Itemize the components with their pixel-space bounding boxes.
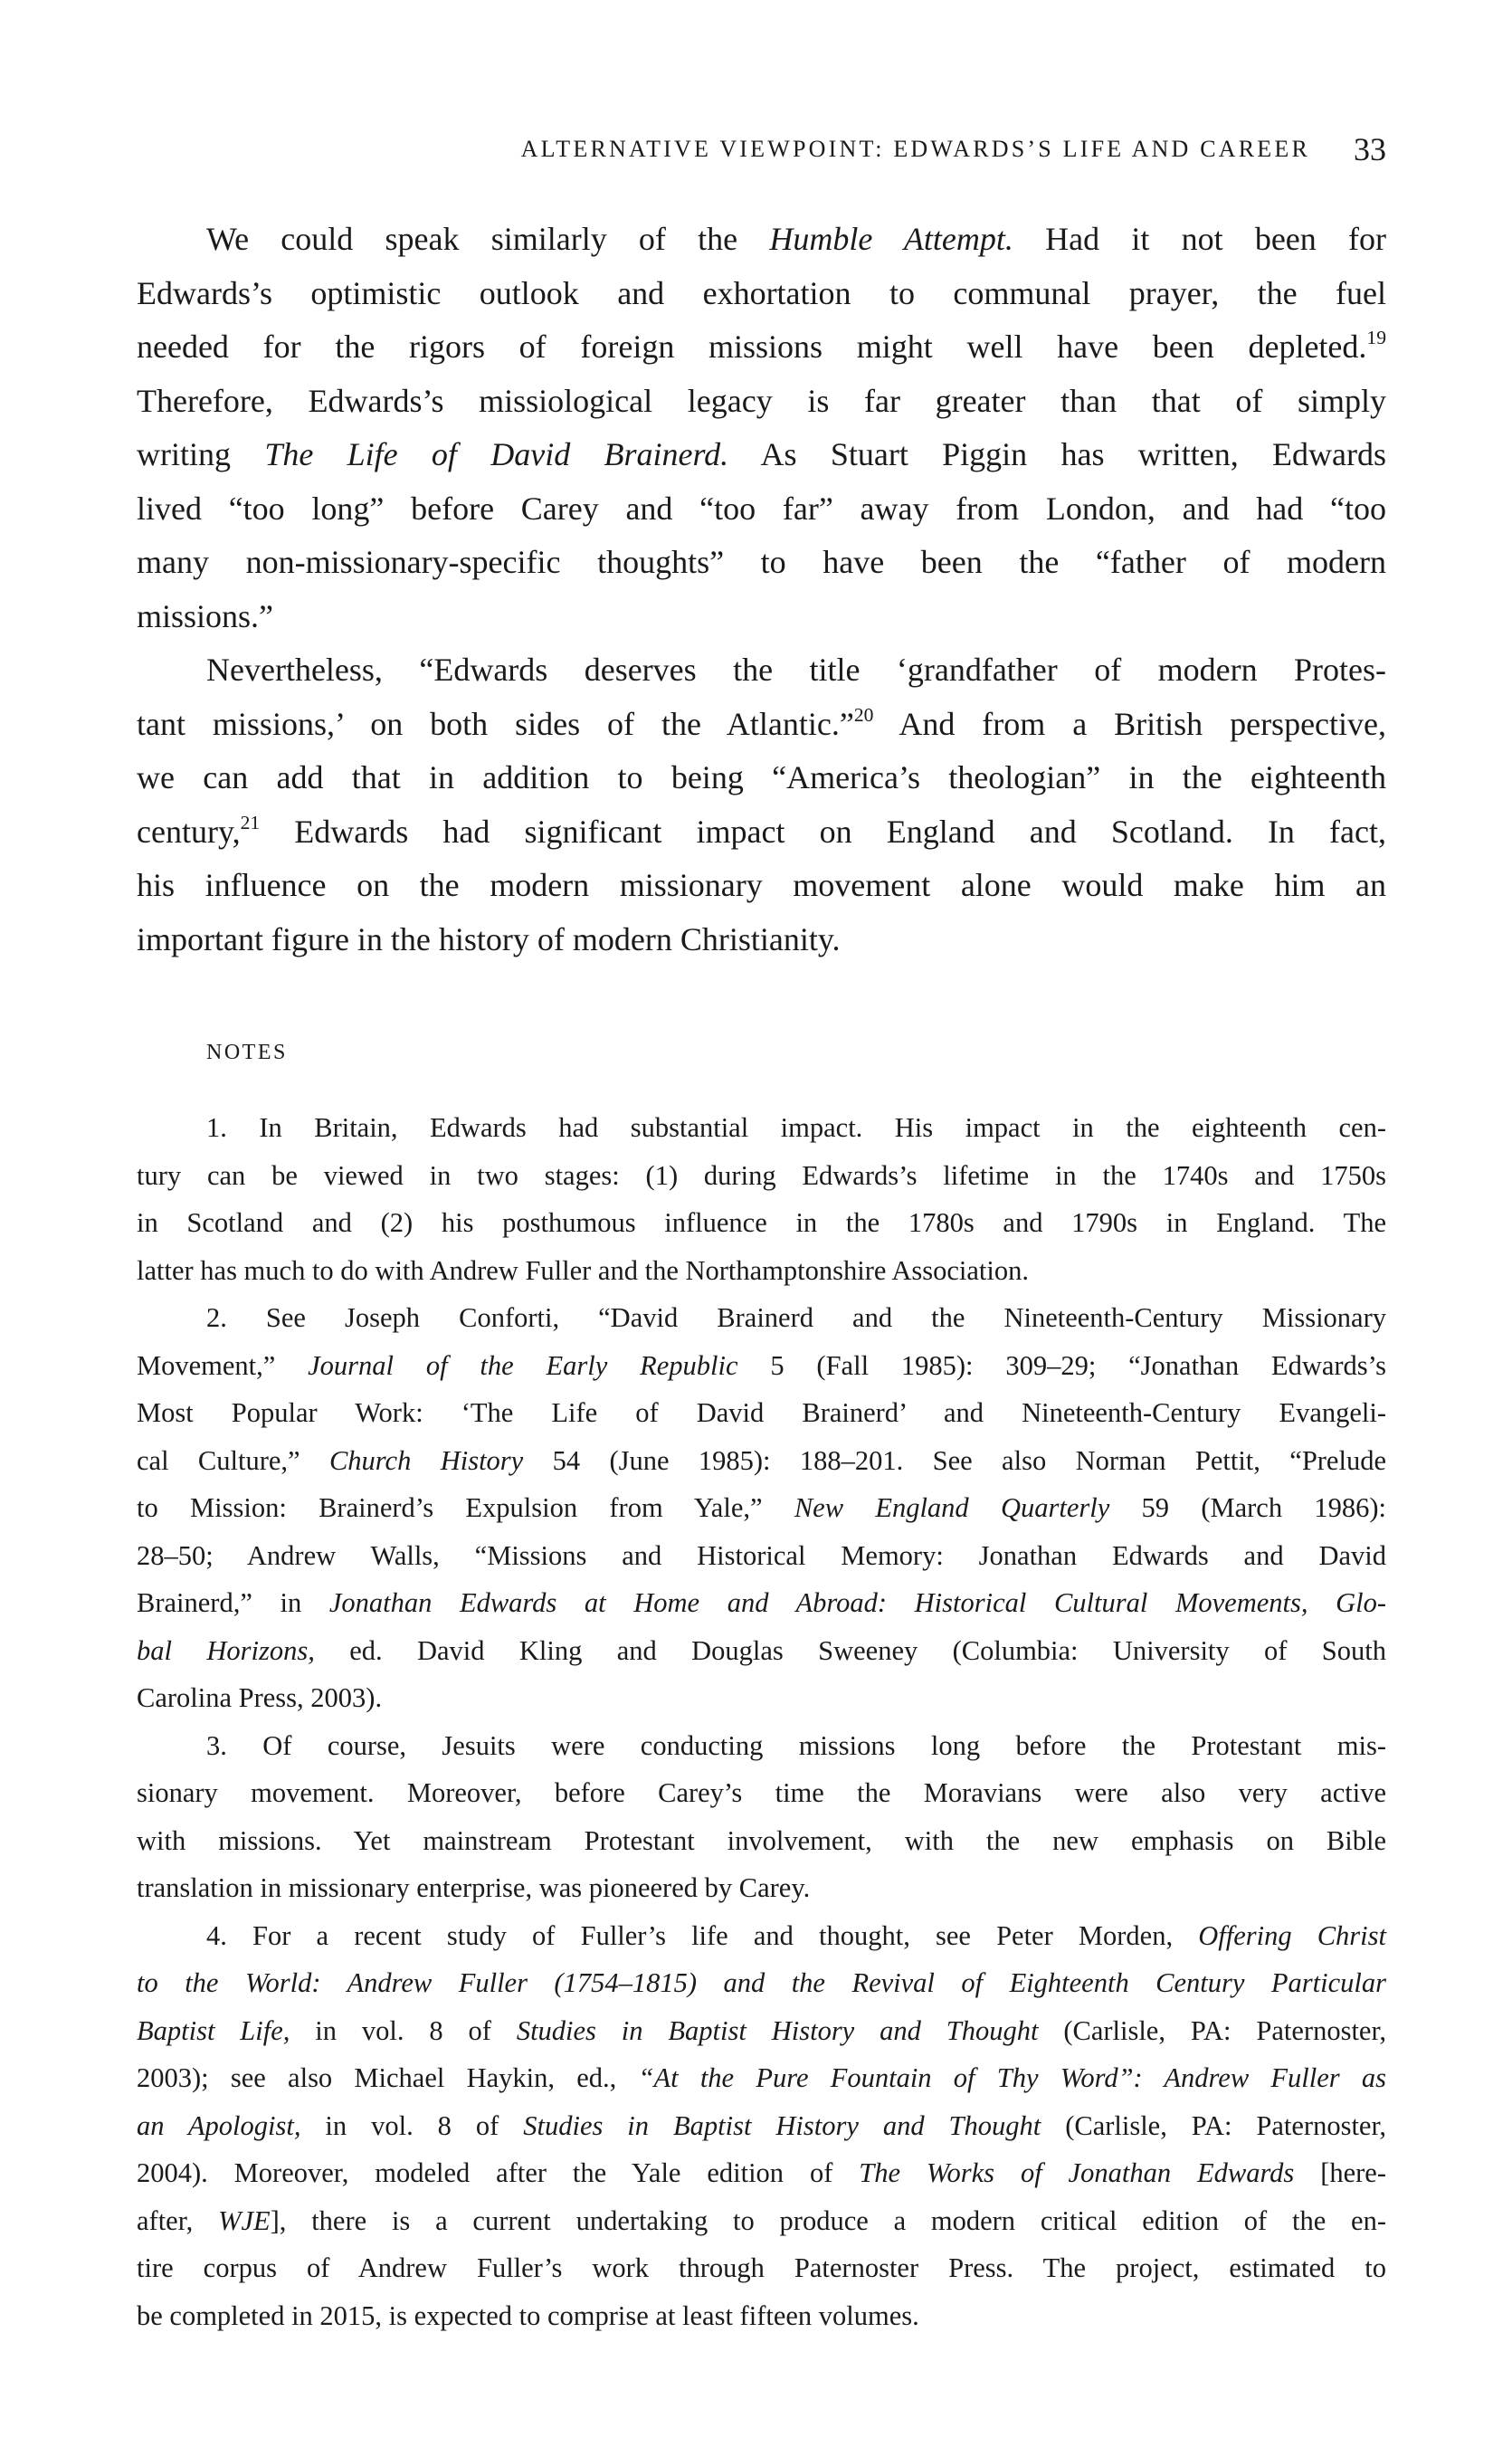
- text-line: [137, 1769, 1386, 1817]
- text-run: sionary movement. Moreover, before Carey’s time the Moravians were also very active: [137, 1777, 1386, 1808]
- italic-text: to the World: Andrew Fuller (1754–1815) and the Revival of Eighteenth Century Particular: [137, 1967, 1386, 1998]
- text-line: [137, 2054, 1386, 2102]
- text-line: [137, 1722, 1386, 1770]
- text-run: important figure in the history of modern Christianity.: [137, 920, 841, 957]
- page-number: 33: [1354, 131, 1386, 167]
- text-line: [137, 1864, 1386, 1912]
- text-line: [137, 482, 1386, 537]
- text-run: ], there is a current undertaking to produce a modern critical edition of the en-: [270, 2204, 1386, 2236]
- text-line: [137, 1912, 1386, 1960]
- body-text: [137, 213, 1386, 966]
- text-run: with missions. Yet mainstream Protestant involvement, with the new emphasis on Bible: [137, 1824, 1386, 1856]
- running-head: [0, 132, 1386, 168]
- text-run: (Carlisle, PA: Paternoster,: [1041, 2109, 1387, 2141]
- text-line: [137, 1437, 1386, 1485]
- text-line: [137, 805, 1386, 860]
- text-line: [137, 375, 1386, 429]
- text-run: translation in missionary enterprise, was pioneered by Carey.: [137, 1872, 811, 1903]
- text-line: [137, 590, 1386, 644]
- note: [137, 1294, 1386, 1722]
- text-run: 28–50; Andrew Walls, “Missions and Historical Memory: Jonathan Edwards and David: [137, 1539, 1386, 1571]
- text-run: Most Popular Work: ‘The Life of David Brainerd’ and Nineteenth-Century Evangeli-: [137, 1397, 1386, 1428]
- text-run: we can add that in addition to being “America’s theologian” in the eighteenth: [137, 759, 1386, 795]
- text-run: century,: [137, 813, 241, 850]
- text-line: [137, 213, 1386, 267]
- text-run: in vol. 8 of: [290, 2014, 517, 2046]
- text-run: tant missions,’ on both sides of the Atlantic.”: [137, 705, 854, 742]
- italic-text: Church History: [328, 1444, 524, 1476]
- text-line: [137, 698, 1386, 752]
- text-line: [137, 643, 1386, 698]
- italic-text: Journal of the Early Republic: [308, 1349, 738, 1381]
- italic-text: “At the Pure Fountain of Thy Word”: Andrew Fuller as: [638, 2062, 1386, 2093]
- text-line: [137, 1389, 1386, 1437]
- italic-text: New England Quarterly: [794, 1492, 1110, 1523]
- text-run: lived “too long” before Carey and “too far” away from London, and had “too: [137, 490, 1386, 527]
- text-run: Edwards’s optimistic outlook and exhortation to communal prayer, the fuel: [137, 274, 1386, 311]
- text-line: [137, 428, 1386, 482]
- body-paragraph: [137, 213, 1386, 643]
- text-line: [137, 1532, 1386, 1580]
- text-line: [137, 859, 1386, 913]
- text-run: Movement,”: [137, 1349, 309, 1381]
- text-run: (Carlisle, PA: Paternoster,: [1038, 2014, 1387, 2046]
- note: [137, 1104, 1386, 1294]
- text-run: 54 (June 1985): 188–201. See also Norman Pettit, “Prelude: [523, 1444, 1386, 1476]
- text-run: We could speak similarly of the: [206, 221, 770, 257]
- text-run: 5 (Fall 1985): 309–29; “Jonathan Edwards’s: [737, 1349, 1386, 1381]
- italic-text: Studies in Baptist History and Thought: [516, 2014, 1039, 2046]
- text-line: [137, 751, 1386, 805]
- italic-text: an Apologist,: [137, 2109, 301, 2141]
- text-line: [137, 2244, 1386, 2292]
- text-line: [137, 1817, 1386, 1865]
- text-line: [137, 320, 1386, 375]
- text-line: [137, 1579, 1386, 1627]
- text-run: 4. For a recent study of Fuller’s life and thought, see Peter Morden,: [206, 1919, 1199, 1951]
- text-line: [137, 2102, 1386, 2150]
- text-run: ed. David Kling and Douglas Sweeney (Columbia: University of South: [314, 1634, 1386, 1666]
- notes-list: [137, 1104, 1386, 2339]
- notes-heading: NOTES: [206, 1041, 288, 1064]
- text-run: his influence on the modern missionary movement alone would make him an: [137, 867, 1386, 903]
- text-line: [137, 267, 1386, 321]
- text-line: [137, 1199, 1386, 1247]
- text-run: tury can be viewed in two stages: (1) during Edwards’s lifetime in the 1740s and 1750s: [137, 1159, 1386, 1191]
- text-run: cal Culture,”: [137, 1444, 329, 1476]
- text-run: be completed in 2015, is expected to comprise at least fifteen volumes.: [137, 2299, 919, 2331]
- text-line: [137, 1294, 1386, 1342]
- text-line: [137, 1674, 1386, 1722]
- text-line: [137, 913, 1386, 967]
- text-run: Therefore, Edwards’s missiological legacy is far greater than that of simply: [137, 382, 1386, 419]
- text-run: latter has much to do with Andrew Fuller and the Northamptonshire Association.: [137, 1254, 1029, 1286]
- text-line: [137, 1959, 1386, 2007]
- text-run: 3. Of course, Jesuits were conducting missions long before the Protestant mis-: [206, 1729, 1386, 1761]
- text-line: [137, 1627, 1386, 1675]
- text-line: [137, 1342, 1386, 1390]
- text-line: [137, 1152, 1386, 1200]
- text-run: 2003); see also Michael Haykin, ed.,: [137, 2062, 639, 2093]
- text-run: Edwards had significant impact on England and Scotland. In fact,: [260, 813, 1386, 850]
- running-head-title: ALTERNATIVE VIEWPOINT: EDWARDS’S LIFE AND CAREER: [520, 136, 1310, 162]
- italic-text: Jonathan Edwards at Home and Abroad: Historical Cultural Movements, Glo-: [328, 1587, 1386, 1618]
- text-run: tire corpus of Andrew Fuller’s work through Paternoster Press. The project, estimated to: [137, 2252, 1386, 2283]
- note: [137, 1722, 1386, 1912]
- text-run: in Scotland and (2) his posthumous influence in the 1780s and 1790s in England. The: [137, 1207, 1386, 1238]
- text-line: [137, 2149, 1386, 2197]
- text-run: writing: [137, 436, 265, 472]
- text-run: [here-: [1294, 2157, 1386, 2188]
- text-line: [137, 1247, 1386, 1295]
- text-run: 1. In Britain, Edwards had substantial impact. His impact in the eighteenth cen-: [206, 1112, 1386, 1143]
- text-run: to Mission: Brainerd’s Expulsion from Yale,”: [137, 1492, 794, 1523]
- footnote-ref: 21: [240, 811, 261, 833]
- italic-text: Studies in Baptist History and Thought: [523, 2109, 1041, 2141]
- italic-text: Humble Attempt.: [769, 221, 1013, 257]
- text-run: 2. See Joseph Conforti, “David Brainerd and the Nineteenth-Century Missionary: [206, 1302, 1386, 1333]
- italic-text: The Life of David Brainerd.: [264, 436, 729, 472]
- footnote-ref: 20: [853, 703, 874, 726]
- text-run: And from a British perspective,: [873, 705, 1387, 742]
- note: [137, 1912, 1386, 2340]
- text-run: Brainerd,” in: [137, 1587, 329, 1618]
- italic-text: The Works of Jonathan Edwards: [859, 2157, 1295, 2188]
- text-line: [137, 2292, 1386, 2340]
- text-line: [137, 1104, 1386, 1152]
- body-paragraph: [137, 643, 1386, 966]
- text-run: As Stuart Piggin has written, Edwards: [728, 436, 1386, 472]
- text-line: [137, 1484, 1386, 1532]
- text-run: many non-missionary-specific thoughts” to have been the “father of modern: [137, 544, 1386, 580]
- text-run: after,: [137, 2204, 219, 2236]
- text-run: missions.”: [137, 597, 274, 634]
- italic-text: WJE: [218, 2204, 271, 2236]
- footnote-ref: 19: [1366, 326, 1386, 348]
- text-run: 59 (March 1986):: [1109, 1492, 1386, 1523]
- text-run: Carolina Press, 2003).: [137, 1682, 383, 1713]
- text-run: needed for the rigors of foreign missions might well have been depleted.: [137, 328, 1367, 365]
- text-line: [137, 2007, 1386, 2055]
- text-run: 2004). Moreover, modeled after the Yale edition of: [137, 2157, 860, 2188]
- text-run: Had it not been for: [1013, 221, 1386, 257]
- text-line: [137, 536, 1386, 590]
- italic-text: Baptist Life,: [137, 2014, 290, 2046]
- italic-text: bal Horizons,: [137, 1634, 315, 1666]
- text-line: [137, 2197, 1386, 2245]
- text-run: Nevertheless, “Edwards deserves the title ‘grandfather of modern Protes-: [206, 652, 1386, 688]
- italic-text: Offering Christ: [1198, 1919, 1386, 1951]
- text-run: in vol. 8 of: [300, 2109, 524, 2141]
